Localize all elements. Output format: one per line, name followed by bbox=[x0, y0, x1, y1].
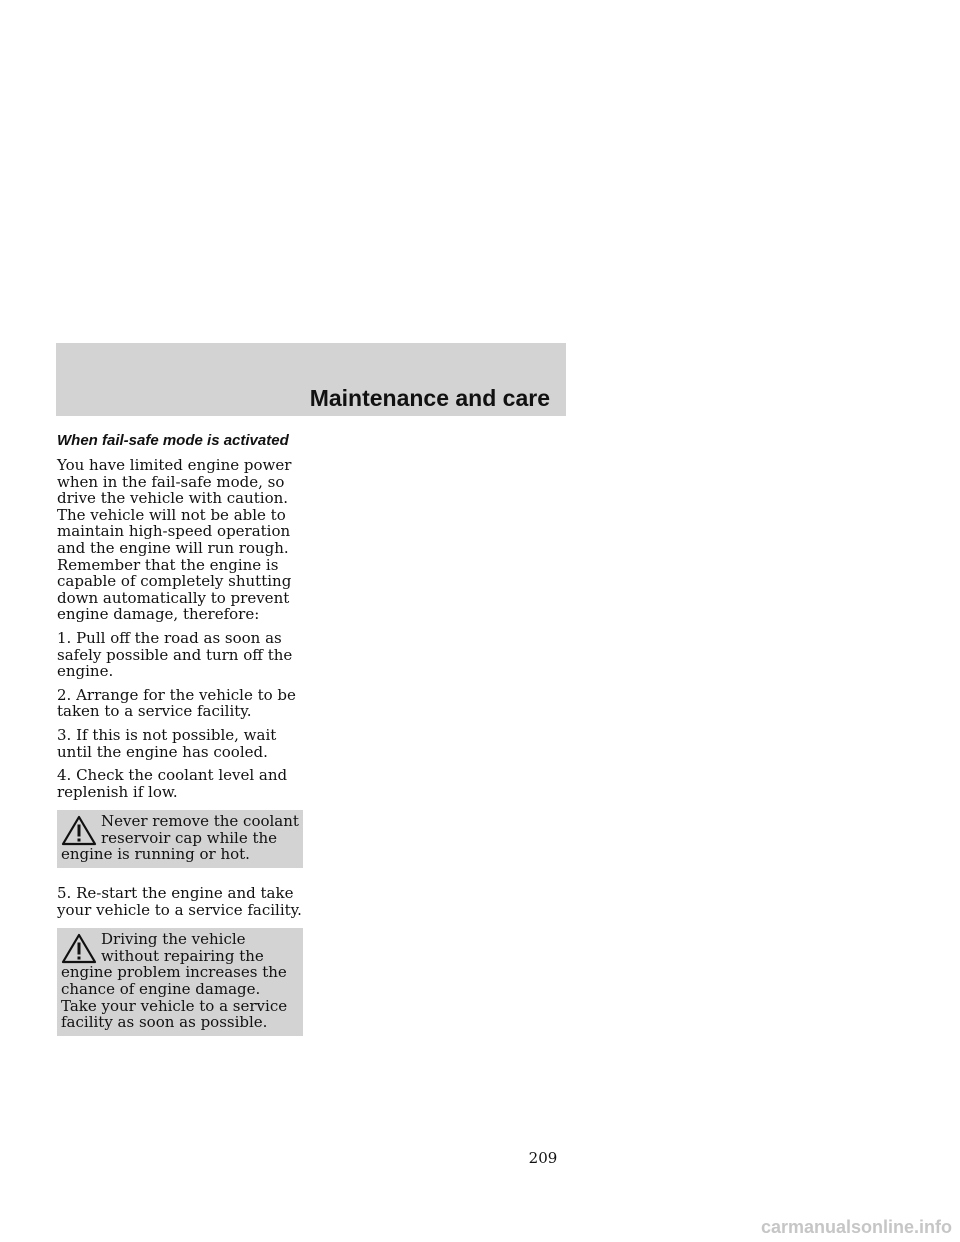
warning-box-engine-damage bbox=[57, 928, 303, 1036]
step-5: 5. Re-start the engine and take your vehicle to a service facility. bbox=[57, 884, 302, 919]
subheading: When fail-safe mode is activated bbox=[57, 432, 289, 449]
intro-paragraph: You have limited engine power when in the fail-safe mode, so drive the vehicle with caution. The vehicle will not be able to maintain high-speed operation and the engine will run rough. Remember that the engine is capable of completely shutting down automatically to prevent engine damage, therefore: bbox=[57, 456, 292, 624]
section-header-band bbox=[56, 343, 566, 416]
warning-text-engine-damage: Driving the vehicle without repairing the engine problem increases the chance of engine damage. Take your vehicle to a service facility as soon as possible. bbox=[61, 930, 288, 1032]
step-4: 4. Check the coolant level and replenish if low. bbox=[57, 766, 288, 801]
watermark-text: carmanualsonline.info bbox=[760, 1217, 952, 1237]
warning-box-coolant-cap bbox=[57, 810, 303, 868]
content-column bbox=[57, 431, 303, 1053]
warning-triangle-icon bbox=[61, 815, 97, 846]
section-title: Maintenance and care bbox=[309, 385, 550, 411]
warning-triangle-icon bbox=[61, 933, 97, 964]
step-2: 2. Arrange for the vehicle to be taken to a service facility. bbox=[57, 685, 296, 721]
step-1: 1. Pull off the road as soon as safely possible and turn off the engine. bbox=[57, 628, 293, 681]
page-number: 209 bbox=[528, 1149, 558, 1167]
step-3: 3. If this is not possible, wait until the engine has cooled. bbox=[57, 725, 277, 761]
warning-text-coolant-cap: Never remove the coolant reservoir cap while the engine is running or hot. bbox=[61, 812, 299, 864]
